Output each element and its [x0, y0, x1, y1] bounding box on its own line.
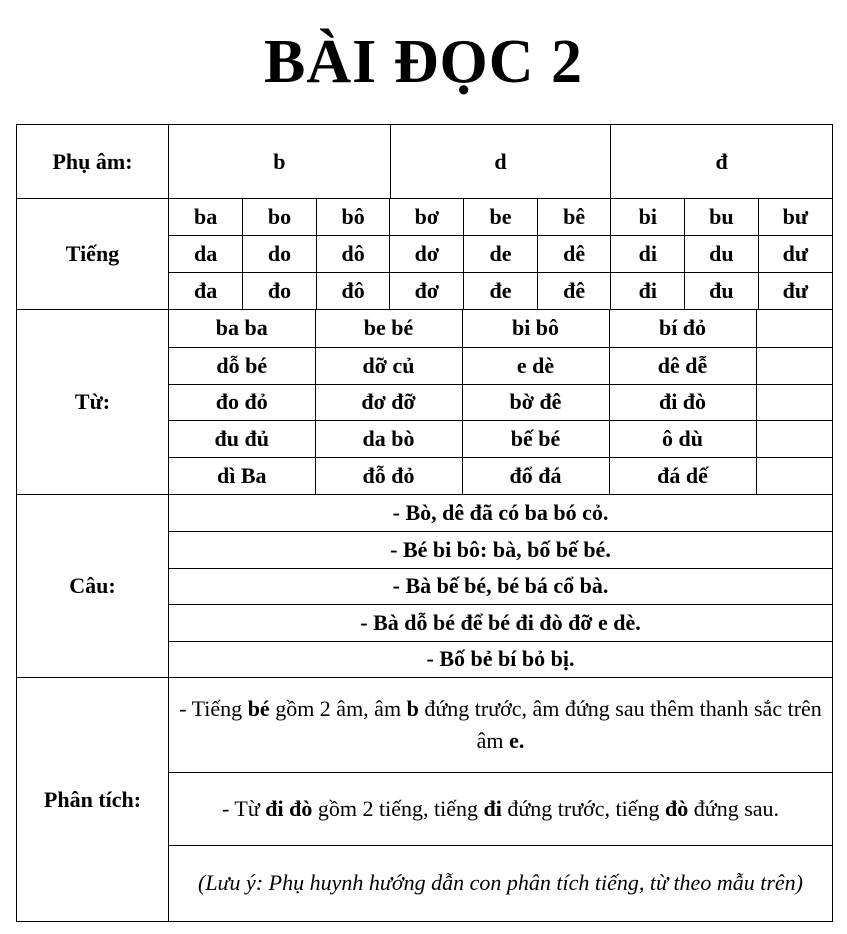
word: đổ đá: [462, 457, 609, 494]
sentence: - Bố bẻ bí bỏ bị.: [169, 641, 832, 677]
word-empty: [756, 384, 833, 420]
syllable: ba: [169, 199, 243, 235]
syllable-grid: [169, 199, 832, 309]
reading-table: [16, 124, 833, 922]
word-label: Từ:: [17, 310, 169, 495]
text: - Tiếng: [179, 695, 248, 721]
consonant-item: d: [390, 125, 611, 198]
word-row: [169, 384, 833, 420]
sentence-label: Câu:: [17, 495, 169, 678]
word-grid: [169, 310, 833, 494]
sentence: - Bà bế bé, bé bá cổ bà.: [169, 568, 832, 604]
text: bé: [247, 695, 270, 721]
word-empty: [756, 457, 833, 494]
syllable: dê: [537, 235, 611, 272]
syllable: bô: [316, 199, 390, 235]
text: đứng sau.: [688, 795, 780, 821]
text: đi đò: [265, 795, 313, 821]
word: bí đỏ: [609, 310, 756, 347]
text: e.: [509, 727, 525, 753]
word-section: [17, 310, 833, 495]
text: b: [406, 695, 419, 721]
note-text: (Lưu ý: Phụ huynh hướng dẫn con phân tích tiếng, từ theo mẫu trên): [198, 870, 803, 896]
word: đỗ đỏ: [315, 457, 462, 494]
consonant-list: [169, 125, 832, 198]
syllable: bê: [537, 199, 611, 235]
syllable-section: [17, 199, 833, 310]
text: đứng trước, tiếng: [501, 795, 666, 821]
word: da bò: [315, 420, 462, 457]
sentence: - Bò, dê đã có ba bó cỏ.: [169, 495, 832, 531]
consonant-row: [17, 125, 833, 199]
syllable: đe: [464, 272, 538, 309]
syllable-row: [169, 272, 832, 309]
syllable-label: Tiếng: [17, 199, 169, 310]
syllable: đư: [758, 272, 832, 309]
syllable: dơ: [390, 235, 464, 272]
sentence-section: [17, 495, 833, 678]
syllable: do: [243, 235, 317, 272]
syllable: bi: [611, 199, 685, 235]
word-row: [169, 310, 833, 347]
word: dỡ củ: [315, 347, 462, 384]
text: gồm 2 tiếng, tiếng: [312, 795, 484, 821]
text: gồm 2 âm, âm: [269, 695, 407, 721]
analysis-note: [169, 845, 832, 921]
word-row: [169, 457, 833, 494]
word-row: [169, 420, 833, 457]
word: đá dế: [609, 457, 756, 494]
text: đi: [483, 795, 502, 821]
sentence: - Bà dỗ bé để bé đi đò đỡ e dè.: [169, 604, 832, 641]
syllable: bư: [758, 199, 832, 235]
syllable: da: [169, 235, 243, 272]
sentence-list: [169, 495, 832, 677]
consonant-label: Phụ âm:: [17, 125, 169, 199]
analysis-syllable: [169, 678, 832, 772]
syllable: di: [611, 235, 685, 272]
word: đơ đỡ: [315, 384, 462, 420]
syllable: be: [464, 199, 538, 235]
text: đứng trước, âm đứng sau thêm thanh sắc trên âm: [418, 695, 822, 753]
syllable: dô: [316, 235, 390, 272]
analysis-label: Phân tích:: [17, 678, 169, 922]
syllable: bu: [685, 199, 759, 235]
analysis-word: [169, 772, 832, 845]
syllable: bơ: [390, 199, 464, 235]
syllable: đo: [243, 272, 317, 309]
word: e dè: [462, 347, 609, 384]
syllable: bo: [243, 199, 317, 235]
word: đi đò: [609, 384, 756, 420]
syllable-row: [169, 235, 832, 272]
word: dì Ba: [169, 457, 315, 494]
word: bờ đê: [462, 384, 609, 420]
syllable: đi: [611, 272, 685, 309]
syllable: đơ: [390, 272, 464, 309]
word-empty: [756, 310, 833, 347]
syllable: đu: [685, 272, 759, 309]
syllable: du: [685, 235, 759, 272]
analysis-list: [169, 678, 832, 921]
word: bi bô: [462, 310, 609, 347]
text: - Từ: [221, 795, 266, 821]
word-empty: [756, 420, 833, 457]
word: dê dễ: [609, 347, 756, 384]
sentence: - Bé bi bô: bà, bố bế bé.: [169, 531, 832, 568]
word: ô dù: [609, 420, 756, 457]
syllable: de: [464, 235, 538, 272]
consonant-item: đ: [610, 125, 832, 198]
analysis-section: [17, 678, 833, 922]
syllable-row: [169, 199, 832, 235]
word: ba ba: [169, 310, 315, 347]
word: dỗ bé: [169, 347, 315, 384]
word: be bé: [315, 310, 462, 347]
word: đu đủ: [169, 420, 315, 457]
consonant-item: b: [273, 148, 286, 174]
syllable: dư: [758, 235, 832, 272]
syllable: đê: [537, 272, 611, 309]
word: bế bé: [462, 420, 609, 457]
text: đò: [665, 795, 689, 821]
syllable: đô: [316, 272, 390, 309]
page-title: BÀI ĐỌC 2: [263, 28, 584, 96]
word-row: [169, 347, 833, 384]
word-empty: [756, 347, 833, 384]
syllable: đa: [169, 272, 243, 309]
word: đo đỏ: [169, 384, 315, 420]
